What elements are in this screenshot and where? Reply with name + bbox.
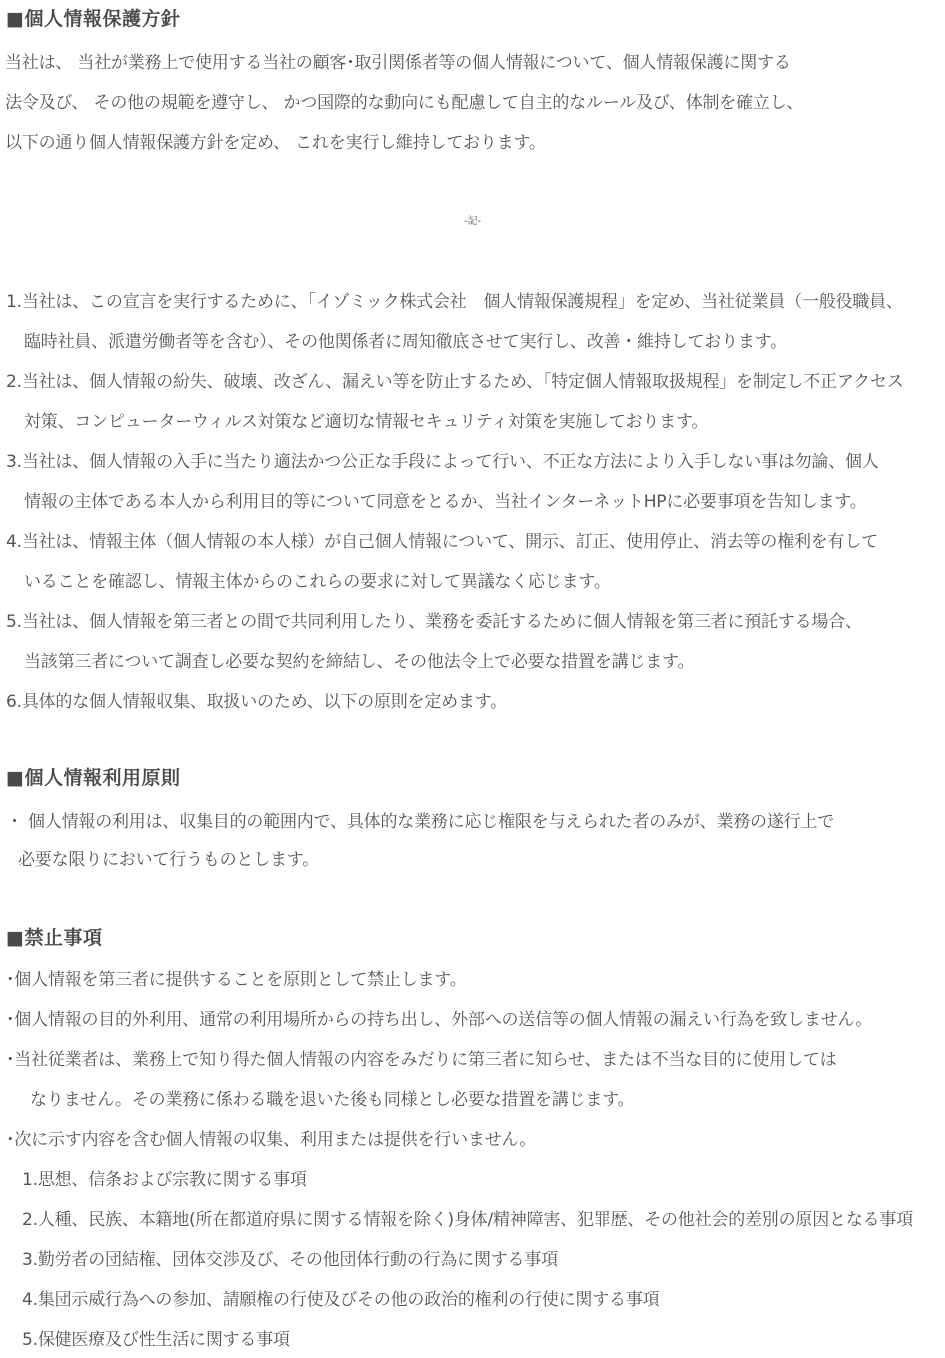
prohibited-line: ･当社従業者は、業務上で知り得た個人情報の内容をみだりに第三者に知らせ、または不当な目的に使用しては (6, 1050, 837, 1070)
policy-item-cont: 臨時社員、派遣労働者等を含む）、その他関係者に周知徹底させて実行し、改善・維持しております。 (24, 332, 787, 352)
prohibited-line-cont: なりません。その業務に係わる職を退いた後も同様とし必要な措置を講じます。 (30, 1090, 635, 1110)
prohibited-sub-item: 2.人種、民族、本籍地(所在都道府県に関する情報を除く)身体/精神障害、犯罪歴、その他社会的差別の原因となる事項 (22, 1210, 914, 1230)
prohibited-sub-item: 4.集団示威行為への参加、請願権の行使及びその他の政治的権利の行使に関する事項 (22, 1290, 660, 1310)
policy-item-cont: 当該第三者について調査し必要な契約を締結し、その他法令上で必要な措置を講じます。 (24, 652, 695, 672)
policy-item: 6.具体的な個人情報収集、取扱いのため、以下の原則を定めます。 (6, 692, 507, 712)
policy-item-cont: 情報の主体である本人から利用目的等について同意をとるか、当社インターネットHPに必要事項を告知します。 (24, 492, 867, 512)
prohibited-sub-item: 1.思想、信条および宗教に関する事項 (22, 1170, 307, 1190)
prohibited-line: ･個人情報を第三者に提供することを原則として禁止します。 (6, 970, 467, 990)
policy-item: 1.当社は、この宣言を実行するために、「イゾミック株式会社 個人情報保護規程」を定め、当社従業員（一般役職員、 (6, 292, 903, 312)
usage-line: ・ 個人情報の利用は、収集目的の範囲内で、具体的な業務に応じ権限を与えられた者のみが、業務の遂行上で (6, 812, 835, 832)
prohibited-sub-item: 5.保健医療及び性生活に関する事項 (22, 1330, 290, 1350)
prohibited-line: ･次に示す内容を含む個人情報の収集、利用または提供を行いません。 (6, 1130, 537, 1150)
intro-line: 以下の通り個人情報保護方針を定め、 これを実行し維持しております。 (5, 133, 546, 153)
prohibited-heading: ■禁止事項 (6, 927, 103, 949)
usage-heading: ■個人情報利用原則 (6, 767, 181, 789)
prohibited-line: ･個人情報の目的外利用、通常の利用場所からの持ち出し、外部への送信等の個人情報の漏えい行為を致しません。 (6, 1010, 873, 1030)
usage-line-cont: 必要な限りにおいて行うものとします。 (18, 850, 320, 870)
policy-item: 4.当社は、情報主体（個人情報の本人様）が自己個人情報について、開示、訂正、使用停止、消去等の権利を有して (6, 532, 878, 552)
policy-item: 2.当社は、個人情報の紛失、破壊、改ざん、漏えい等を防止するため、「特定個人情報取扱規程」を制定し不正アクセス (6, 372, 904, 392)
policy-item-cont: いることを確認し、情報主体からのこれらの要求に対して異議なく応じます。 (24, 572, 611, 592)
policy-item: 5.当社は、個人情報を第三者との間で共同利用したり、業務を委託するために個人情報を第三者に預託する場合、 (6, 612, 862, 632)
intro-line: 当社は、 当社が業務上で使用する当社の顧客･取引関係者等の個人情報について、個人情報保護に関する (5, 53, 791, 73)
ki-marker: -記- (464, 216, 481, 227)
policy-item-cont: 対策、コンピューターウィルス対策など適切な情報セキュリティ対策を実施しております。 (24, 412, 709, 432)
policy-heading: ■個人情報保護方針 (6, 8, 181, 30)
policy-item: 3.当社は、個人情報の入手に当たり適法かつ公正な手段によって行い、不正な方法により入手しない事は勿論、個人 (6, 452, 879, 472)
intro-line: 法令及び、 その他の規範を遵守し、 かつ国際的な動向にも配慮して自主的なルール及び、体制を確立し、 (5, 93, 804, 113)
prohibited-sub-item: 3.勤労者の団結権、団体交渉及び、その他団体行動の行為に関する事項 (22, 1250, 558, 1270)
